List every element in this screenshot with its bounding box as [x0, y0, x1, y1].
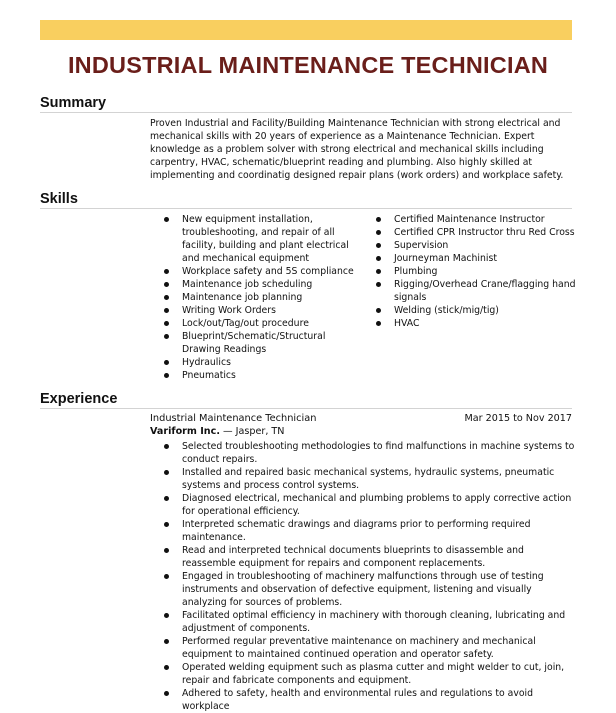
- job-bullet: Engaged in troubleshooting of machinery malfunctions through use of testing instruments and observation of defective equipment, listening and visually analyzing for sources of problems.: [162, 570, 576, 609]
- skill-item: Certified CPR Instructor thru Red Cross: [374, 226, 584, 239]
- skill-item: Supervision: [374, 239, 584, 252]
- job-bullet: Read and interpreted technical documents blueprints to disassemble and reassemble equipment for repairs and component replacements.: [162, 544, 576, 570]
- skill-item: Workplace safety and 5S compliance: [162, 265, 362, 278]
- skills-list-left: [162, 213, 362, 382]
- job-bullets: [162, 440, 576, 713]
- summary-divider: [40, 112, 572, 113]
- job-dates: Mar 2015 to Nov 2017: [464, 413, 572, 424]
- summary-heading: Summary: [40, 95, 107, 111]
- employer-separator: —: [219, 426, 236, 437]
- skill-item: Journeyman Machinist: [374, 252, 584, 265]
- job-bullet: Operated welding equipment such as plasma cutter and might welder to cut, join, repair and fabricate components and equipment.: [162, 661, 576, 687]
- skill-item: Certified Maintenance Instructor: [374, 213, 584, 226]
- skill-item: Plumbing: [374, 265, 584, 278]
- skill-item: Maintenance job scheduling: [162, 278, 362, 291]
- job-bullet: Selected troubleshooting methodologies to find malfunctions in machine systems to conduct repairs.: [162, 440, 576, 466]
- skill-item: Blueprint/Schematic/Structural Drawing Readings: [162, 330, 362, 356]
- job-title: Industrial Maintenance Technician: [150, 413, 317, 424]
- skill-item: Rigging/Overhead Crane/flagging hand signals: [374, 278, 584, 304]
- skill-item: Welding (stick/mig/tig): [374, 304, 584, 317]
- skill-item: HVAC: [374, 317, 584, 330]
- skill-item: Maintenance job planning: [162, 291, 362, 304]
- job-location: Jasper, TN: [235, 426, 285, 437]
- job-bullet: Performed regular preventative maintenance on machinery and mechanical equipment to maintained continued operation and operator safety.: [162, 635, 576, 661]
- experience-divider: [40, 408, 572, 409]
- job-employer-line: [150, 426, 284, 437]
- resume-name: INDUSTRIAL MAINTENANCE TECHNICIAN: [67, 52, 549, 78]
- job-bullet: Adhered to safety, health and environmental rules and regulations to avoid workplace: [162, 687, 576, 713]
- job-bullet: Interpreted schematic drawings and diagrams prior to performing required maintenance.: [162, 518, 576, 544]
- job-bullet: Facilitated optimal efficiency in machinery with thorough cleaning, lubricating and adjustment of components.: [162, 609, 576, 635]
- skill-item: Hydraulics: [162, 356, 362, 369]
- company-name: Variform Inc.: [150, 426, 220, 437]
- job-bullet: Diagnosed electrical, mechanical and plumbing problems to apply corrective action for operational efficiency.: [162, 492, 576, 518]
- skill-item: Lock/out/Tag/out procedure: [162, 317, 362, 330]
- job-bullet: Installed and repaired basic mechanical systems, hydraulic systems, pneumatic systems and process control systems.: [162, 466, 576, 492]
- summary-text: Proven Industrial and Facility/Building Maintenance Technician with strong electrical and mechanical skills with 20 years of experience as a Maintenance Technician. Expert knowledge as a problem solver with strong electrical and mechanical skills including carpentry, HVAC, schematic/blueprint reading and plumbing. Also highly skilled at implementing and coordinatig designed repair plans (work orders) and workplace safety.: [150, 118, 564, 182]
- skill-item: Pneumatics: [162, 369, 362, 382]
- skills-list-right: [374, 213, 584, 330]
- skill-item: New equipment installation, troubleshooting, and repair of all facility, building and plant electrical and mechanical equipment: [162, 213, 362, 265]
- accent-bar: [40, 20, 572, 40]
- skills-divider: [40, 208, 572, 209]
- experience-heading: Experience: [40, 391, 118, 407]
- skills-heading: Skills: [40, 191, 78, 207]
- skill-item: Writing Work Orders: [162, 304, 362, 317]
